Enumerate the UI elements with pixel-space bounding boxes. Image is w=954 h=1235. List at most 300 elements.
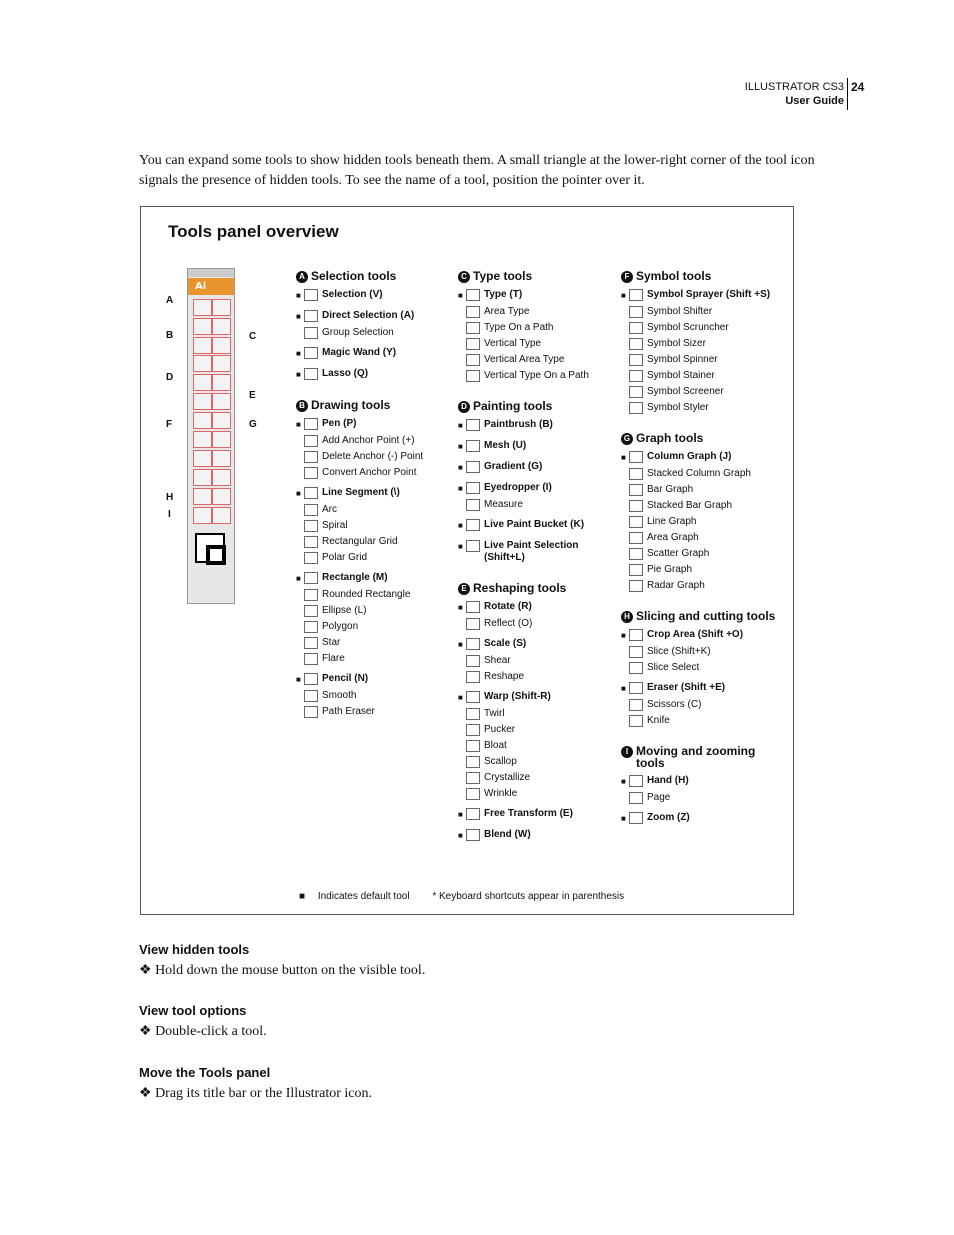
tool-icon: [304, 605, 318, 617]
tool-icon: [629, 402, 643, 414]
default-marker: ■: [296, 574, 301, 583]
tool-item: [458, 482, 608, 495]
panel-tool-button[interactable]: [212, 374, 231, 391]
tool-item: [621, 699, 776, 711]
tool-item: [621, 289, 776, 302]
tool-icon: [304, 327, 318, 339]
tool-item: [621, 468, 776, 480]
tool-label: Column Graph (J): [647, 451, 732, 462]
tool-icon: [304, 520, 318, 532]
panel-tool-button[interactable]: [212, 469, 231, 486]
tool-item: [458, 370, 608, 382]
tool-icon: [466, 440, 480, 452]
tool-icon: [304, 487, 318, 499]
section-title: Graph tools: [636, 431, 704, 445]
bullet-glyph: ❖: [139, 1024, 152, 1039]
tool-label: Scale (S): [484, 638, 527, 649]
tool-label: Area Type: [484, 306, 530, 317]
tool-icon: [466, 540, 480, 552]
tool-label: Stacked Column Graph: [647, 468, 751, 479]
guide-name: User Guide: [785, 95, 844, 107]
tool-item: [621, 322, 776, 334]
section-heading: [621, 432, 776, 445]
tool-label: Ellipse (L): [322, 605, 367, 616]
tool-label: Pen (P): [322, 418, 357, 429]
panel-tool-button[interactable]: [212, 488, 231, 505]
tool-icon: [466, 499, 480, 511]
tool-item: [621, 386, 776, 398]
section-badge: F: [621, 271, 633, 283]
panel-tool-button[interactable]: [212, 431, 231, 448]
tool-icon: [304, 552, 318, 564]
bullet-glyph: ❖: [139, 963, 152, 978]
default-marker: ■: [458, 603, 463, 612]
tool-icon: [629, 370, 643, 382]
tool-icon: [629, 580, 643, 592]
tool-icon: [304, 536, 318, 548]
tool-item: [296, 653, 446, 665]
tool-icon: [466, 724, 480, 736]
tool-item: [296, 572, 446, 585]
panel-tool-button[interactable]: [212, 337, 231, 354]
tool-item: [296, 467, 446, 479]
tool-icon: [304, 368, 318, 380]
tool-label: Symbol Stainer: [647, 370, 715, 381]
tool-item: [458, 638, 608, 651]
tool-label: Flare: [322, 653, 345, 664]
tool-label: Symbol Sizer: [647, 338, 706, 349]
panel-tool-button[interactable]: [212, 507, 231, 524]
section-heading: [458, 270, 608, 283]
tool-label: Mesh (U): [484, 440, 527, 451]
tool-label: Symbol Spinner: [647, 354, 718, 365]
panel-tool-button[interactable]: [193, 355, 212, 372]
step-move-tools-panel: [139, 1085, 372, 1102]
tool-item: [621, 516, 776, 528]
default-marker: ■: [458, 810, 463, 819]
tool-item: [621, 715, 776, 727]
tool-icon: [466, 354, 480, 366]
heading-move-tools-panel: Move the Tools panel: [139, 1065, 271, 1080]
tool-item: [621, 354, 776, 366]
tool-item: [621, 792, 776, 804]
tool-item: [458, 829, 608, 842]
tool-item: [458, 419, 608, 432]
panel-tool-button[interactable]: [212, 412, 231, 429]
callout-label: D: [166, 372, 174, 383]
tool-item: [296, 520, 446, 532]
section-title: Drawing tools: [311, 398, 391, 412]
tool-label: Area Graph: [647, 532, 699, 543]
tool-icon: [629, 289, 643, 301]
callout-label: E: [249, 390, 256, 401]
tool-icon: [466, 338, 480, 350]
tool-item: [621, 812, 776, 825]
tool-item: [458, 691, 608, 704]
tool-label: Symbol Screener: [647, 386, 724, 397]
tool-label: Knife: [647, 715, 670, 726]
tool-label: Blend (W): [484, 829, 531, 840]
bullet-glyph: ❖: [139, 1086, 152, 1101]
tool-label: Line Graph: [647, 516, 697, 527]
panel-tool-button[interactable]: [193, 488, 212, 505]
tool-item: [458, 740, 608, 752]
heading-view-tool-options: View tool options: [139, 1003, 247, 1018]
tool-label: Pencil (N): [322, 673, 369, 684]
tool-label: Crop Area (Shift +O): [647, 629, 744, 640]
tool-icon: [304, 706, 318, 718]
tool-icon: [304, 435, 318, 447]
tool-label: Reflect (O): [484, 618, 533, 629]
tool-item: [458, 440, 608, 453]
box-title: Tools panel overview: [168, 222, 339, 241]
tool-item: [458, 788, 608, 800]
default-marker: ■: [458, 640, 463, 649]
default-marker: ■: [296, 675, 301, 684]
tool-icon: [304, 418, 318, 430]
callout-label: C: [249, 331, 257, 342]
tool-item: [296, 605, 446, 617]
ai-logo: Ai: [188, 278, 234, 295]
default-marker: ■: [296, 489, 301, 498]
default-marker: ■: [621, 453, 626, 462]
tool-label: Selection (V): [322, 289, 383, 300]
tool-icon: [629, 484, 643, 496]
tool-item: [621, 682, 776, 695]
tool-icon: [304, 653, 318, 665]
default-marker: ■: [621, 814, 626, 823]
tool-icon: [629, 338, 643, 350]
section-title: Reshaping tools: [473, 581, 567, 595]
tool-item: [458, 655, 608, 667]
section-title: Moving and zooming tools: [636, 744, 756, 770]
default-marker: ■: [296, 370, 301, 379]
panel-tool-button[interactable]: [193, 469, 212, 486]
tool-label: Vertical Type On a Path: [484, 370, 589, 381]
section-title: Type tools: [473, 269, 533, 283]
tool-label: Page: [647, 792, 671, 803]
tool-label: Vertical Area Type: [484, 354, 565, 365]
tool-item: [458, 601, 608, 614]
section-badge: D: [458, 401, 470, 413]
tool-icon: [629, 500, 643, 512]
tool-label: Line Segment (\): [322, 487, 400, 498]
tool-icon: [304, 673, 318, 685]
section-heading: [621, 610, 776, 623]
step-text: Drag its title bar or the Illustrator icon.: [155, 1086, 373, 1101]
tool-icon: [629, 532, 643, 544]
section-heading: [621, 745, 776, 769]
callout-label: G: [249, 419, 257, 430]
tool-label: Rectangular Grid: [322, 536, 398, 547]
section-title: Painting tools: [473, 399, 553, 413]
footnote-default: Indicates default tool: [317, 891, 410, 902]
tool-icon: [629, 812, 643, 824]
default-marker: ■: [621, 684, 626, 693]
tool-item: [458, 322, 608, 334]
tool-item: [621, 629, 776, 642]
tool-item: [296, 418, 446, 431]
tool-icon: [466, 740, 480, 752]
footnote: [299, 891, 634, 902]
column-3: [621, 270, 776, 829]
default-marker: ■: [458, 463, 463, 472]
tool-item: [458, 354, 608, 366]
page-number: 24: [851, 80, 865, 94]
tool-label: Reshape: [484, 671, 525, 682]
section-title: Slicing and cutting tools: [636, 609, 776, 623]
tool-item: [458, 772, 608, 784]
section-heading: [458, 400, 608, 413]
tool-label: Bloat: [484, 740, 507, 751]
tool-label: Scallop: [484, 756, 517, 767]
tool-item: [296, 289, 446, 302]
tool-label: Radar Graph: [647, 580, 705, 591]
panel-tool-button[interactable]: [193, 374, 212, 391]
tool-item: [621, 500, 776, 512]
tool-icon: [629, 792, 643, 804]
tool-label: Stacked Bar Graph: [647, 500, 733, 511]
tool-item: [621, 564, 776, 576]
tool-label: Warp (Shift-R): [484, 691, 551, 702]
callout-label: B: [166, 330, 174, 341]
tool-icon: [629, 306, 643, 318]
tool-item: [621, 548, 776, 560]
panel-titlebar: [188, 269, 234, 277]
tool-item: [621, 532, 776, 544]
section-badge: G: [621, 433, 633, 445]
tool-icon: [466, 655, 480, 667]
tool-icon: [304, 621, 318, 633]
panel-tool-button[interactable]: [193, 318, 212, 335]
tool-icon: [629, 451, 643, 463]
section-heading: [296, 399, 446, 412]
tool-item: [621, 338, 776, 350]
callout-label: F: [166, 419, 173, 430]
panel-tool-button[interactable]: [193, 450, 212, 467]
default-marker: ■: [296, 420, 301, 429]
tool-label: Eraser (Shift +E): [647, 682, 726, 693]
tool-item: [296, 552, 446, 564]
default-marker: ■: [296, 291, 301, 300]
tool-label: Rotate (R): [484, 601, 532, 612]
tool-item: [458, 289, 608, 302]
tool-label: Magic Wand (Y): [322, 347, 397, 358]
tool-label: Star: [322, 637, 341, 648]
section-badge: A: [296, 271, 308, 283]
tool-icon: [304, 589, 318, 601]
tool-label: Convert Anchor Point: [322, 467, 417, 478]
tool-item: [296, 435, 446, 447]
tool-item: [458, 540, 608, 564]
tool-item: [458, 306, 608, 318]
section-badge: B: [296, 400, 308, 412]
tool-label: Lasso (Q): [322, 368, 369, 379]
tool-label: Symbol Shifter: [647, 306, 713, 317]
tool-item: [296, 451, 446, 463]
tool-item: [458, 708, 608, 720]
tool-icon: [304, 451, 318, 463]
tool-item: [621, 306, 776, 318]
tool-item: [458, 724, 608, 736]
tool-icon: [629, 548, 643, 560]
tool-label: Slice (Shift+K): [647, 646, 711, 657]
tool-icon: [466, 638, 480, 650]
stroke-swatch: [206, 545, 226, 565]
tool-item: [296, 637, 446, 649]
default-marker: ■: [621, 777, 626, 786]
tool-label: Type On a Path: [484, 322, 554, 333]
tool-icon: [466, 419, 480, 431]
default-marker: ■: [621, 631, 626, 640]
tool-icon: [629, 322, 643, 334]
tool-label: Group Selection: [322, 327, 394, 338]
tool-icon: [466, 772, 480, 784]
tool-item: [458, 808, 608, 821]
step-view-tool-options: [139, 1023, 267, 1040]
panel-tool-button[interactable]: [212, 450, 231, 467]
tool-item: [296, 368, 446, 381]
tool-label: Free Transform (E): [484, 808, 573, 819]
tool-label: Smooth: [322, 690, 357, 701]
footnote-shortcuts: * Keyboard shortcuts appear in parenthesis: [432, 891, 625, 902]
tool-item: [296, 706, 446, 718]
tool-item: [458, 519, 608, 532]
tool-icon: [466, 370, 480, 382]
step-text: Hold down the mouse button on the visible tool.: [155, 963, 426, 978]
tool-label: Delete Anchor (-) Point: [322, 451, 424, 462]
tool-icon: [466, 829, 480, 841]
panel-tool-button[interactable]: [212, 299, 231, 316]
section-badge: H: [621, 611, 633, 623]
tool-label: Gradient (G): [484, 461, 543, 472]
tool-icon: [304, 504, 318, 516]
tool-item: [296, 504, 446, 516]
tool-icon: [466, 322, 480, 334]
column-1: [296, 270, 446, 722]
tool-icon: [466, 461, 480, 473]
tool-label: Hand (H): [647, 775, 689, 786]
tool-icon: [629, 662, 643, 674]
tool-icon: [629, 715, 643, 727]
tool-icon: [466, 519, 480, 531]
tool-item: [458, 338, 608, 350]
panel-tool-button[interactable]: [212, 393, 231, 410]
tool-label: Rounded Rectangle: [322, 589, 411, 600]
panel-tool-button[interactable]: [212, 318, 231, 335]
default-marker: ■: [458, 693, 463, 702]
tool-label: Live Paint Bucket (K): [484, 519, 585, 530]
default-marker: ■: [458, 521, 463, 530]
tool-icon: [629, 468, 643, 480]
tool-item: [296, 487, 446, 500]
tool-label: Path Eraser: [322, 706, 375, 717]
tool-label: Pucker: [484, 724, 516, 735]
tool-icon: [629, 699, 643, 711]
panel-tool-button[interactable]: [193, 337, 212, 354]
tool-icon: [466, 671, 480, 683]
tool-label: Crystallize: [484, 772, 531, 783]
tool-label: Paintbrush (B): [484, 419, 553, 430]
tool-icon: [466, 289, 480, 301]
tool-item: [621, 775, 776, 788]
tool-icon: [629, 386, 643, 398]
panel-tool-button[interactable]: [193, 412, 212, 429]
tool-label: Type (T): [484, 289, 523, 300]
default-marker: ■: [458, 484, 463, 493]
tool-item: [458, 461, 608, 474]
tool-icon: [629, 646, 643, 658]
tool-label: Direct Selection (A): [322, 310, 415, 321]
default-marker: ■: [458, 442, 463, 451]
step-text: Double-click a tool.: [155, 1024, 267, 1039]
product-name: ILLUSTRATOR CS3: [744, 81, 844, 93]
default-marker: ■: [299, 891, 306, 902]
tool-icon: [629, 354, 643, 366]
default-marker: ■: [458, 421, 463, 430]
section-heading: [621, 270, 776, 283]
panel-tool-button[interactable]: [212, 355, 231, 372]
tool-icon: [304, 310, 318, 322]
panel-tool-button[interactable]: [193, 299, 212, 316]
tool-item: [621, 370, 776, 382]
default-marker: ■: [296, 349, 301, 358]
tool-label: Twirl: [484, 708, 505, 719]
tool-icon: [304, 467, 318, 479]
tool-item: [621, 484, 776, 496]
tool-item: [458, 618, 608, 630]
panel-tool-button[interactable]: [193, 431, 212, 448]
tool-item: [621, 402, 776, 414]
tool-label: Symbol Styler: [647, 402, 709, 413]
tool-icon: [304, 637, 318, 649]
intro-paragraph: You can expand some tools to show hidden tools beneath them. A small triangle at the lower-right corner of the tool icon signals the presence of hidden tools. To see the name of a tool, position the pointer over it.: [139, 153, 815, 188]
tool-icon: [466, 482, 480, 494]
tool-item: [296, 690, 446, 702]
default-marker: ■: [458, 542, 463, 551]
tool-label: Vertical Type: [484, 338, 542, 349]
callout-label: H: [166, 492, 174, 503]
tool-label: Rectangle (M): [322, 572, 388, 583]
tool-label: Arc: [322, 504, 337, 515]
panel-tool-button[interactable]: [193, 507, 212, 524]
tool-label: Scissors (C): [647, 699, 702, 710]
tool-icon: [629, 564, 643, 576]
step-view-hidden-tools: [139, 962, 425, 979]
tool-item: [296, 621, 446, 633]
tool-icon: [629, 516, 643, 528]
tool-icon: [466, 756, 480, 768]
tool-item: [296, 673, 446, 686]
tool-label: Shear: [484, 655, 511, 666]
tool-label: Scatter Graph: [647, 548, 710, 559]
tool-label: Slice Select: [647, 662, 700, 673]
tool-icon: [304, 347, 318, 359]
tool-item: [296, 536, 446, 548]
default-marker: ■: [458, 831, 463, 840]
tool-icon: [629, 775, 643, 787]
tool-label: Eyedropper (I): [484, 482, 552, 493]
tool-icon: [466, 601, 480, 613]
panel-tool-button[interactable]: [193, 393, 212, 410]
tool-icon: [466, 788, 480, 800]
tool-label: Measure: [484, 499, 523, 510]
tool-label: Symbol Sprayer (Shift +S): [647, 289, 771, 300]
running-header: [745, 80, 844, 108]
tool-item: [458, 499, 608, 511]
default-marker: ■: [458, 291, 463, 300]
tool-icon: [466, 708, 480, 720]
